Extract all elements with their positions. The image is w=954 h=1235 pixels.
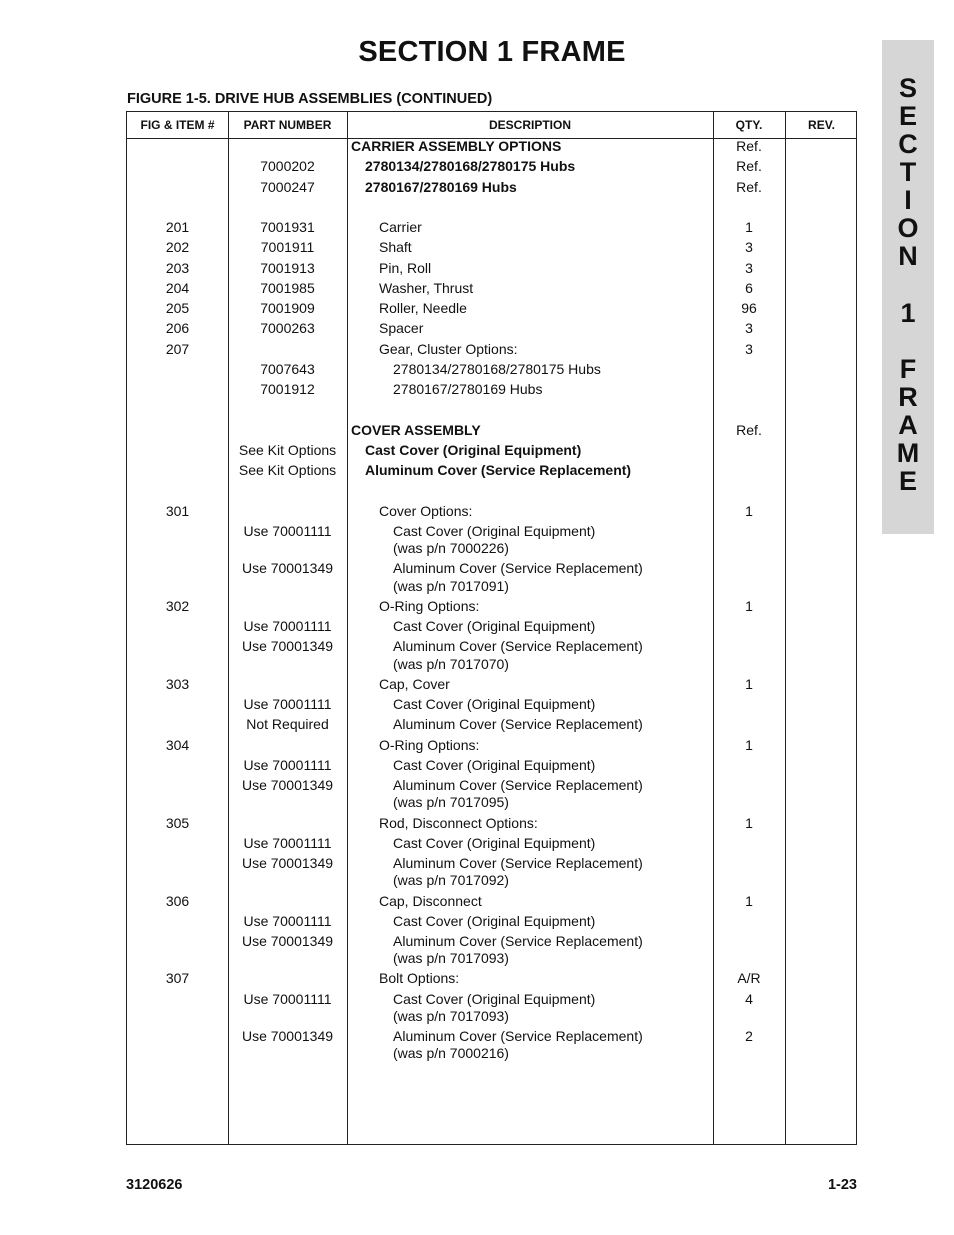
- qty-cell: 1: [745, 815, 753, 831]
- description-cell: Aluminum Cover (Service Replacement): [393, 1028, 643, 1044]
- part-number-cell: 7000263: [260, 320, 315, 336]
- qty-cell: 3: [745, 260, 753, 276]
- description-cell: Cast Cover (Original Equipment): [393, 835, 596, 851]
- part-number-cell: 7001912: [260, 381, 315, 397]
- page-number: 1-23: [827, 1177, 857, 1193]
- item-number-cell: 305: [165, 815, 190, 831]
- side-tab-letter: N: [898, 241, 918, 271]
- part-number-cell: Use 70001349: [241, 777, 334, 793]
- qty-cell: 3: [745, 341, 753, 357]
- description-cell: Aluminum Cover (Service Replacement): [393, 560, 643, 576]
- description-cell: COVER ASSEMBLY: [351, 422, 481, 438]
- part-number-cell: Use 70001349: [241, 1028, 334, 1044]
- qty-cell: 2: [745, 1028, 753, 1044]
- part-number-cell: Use 70001349: [241, 560, 334, 576]
- qty-cell: Ref.: [736, 422, 762, 438]
- item-number-cell: 201: [165, 219, 190, 235]
- description-cell: (was p/n 7017092): [393, 872, 509, 888]
- qty-cell: 3: [745, 320, 753, 336]
- description-cell: Carrier: [379, 219, 422, 235]
- section-side-tab: [882, 40, 934, 534]
- description-cell: Cast Cover (Original Equipment): [393, 913, 596, 929]
- description-cell: (was p/n 7017093): [393, 1008, 509, 1024]
- qty-cell: 1: [745, 893, 753, 909]
- header-qty: QTY.: [735, 118, 763, 132]
- description-cell: (was p/n 7017095): [393, 794, 509, 810]
- description-cell: Cast Cover (Original Equipment): [393, 696, 596, 712]
- item-number-cell: 203: [165, 260, 190, 276]
- qty-cell: 3: [745, 239, 753, 255]
- qty-cell: 96: [741, 300, 757, 316]
- description-cell: Aluminum Cover (Service Replacement): [393, 638, 643, 654]
- part-number-cell: Use 70001111: [243, 991, 332, 1007]
- column-divider: [785, 112, 786, 1144]
- page-title: SECTION 1 FRAME: [358, 36, 626, 68]
- description-cell: (was p/n 7017070): [393, 656, 509, 672]
- qty-cell: 1: [745, 676, 753, 692]
- side-tab-letter: 1: [900, 298, 916, 328]
- part-number-cell: 7000202: [260, 158, 315, 174]
- part-number-cell: Use 70001349: [241, 933, 334, 949]
- part-number-cell: Use 70001349: [241, 855, 334, 871]
- description-cell: Cap, Cover: [379, 676, 450, 692]
- qty-cell: 1: [745, 598, 753, 614]
- description-cell: Pin, Roll: [379, 260, 432, 276]
- side-tab-letter: F: [899, 354, 917, 384]
- header-description: DESCRIPTION: [488, 118, 571, 132]
- column-divider: [347, 112, 348, 1144]
- side-tab-letter: E: [898, 466, 917, 496]
- description-cell: Gear, Cluster Options:: [379, 341, 518, 357]
- side-tab-letter: T: [899, 157, 917, 187]
- part-number-cell: 7000247: [260, 179, 315, 195]
- qty-cell: 1: [745, 503, 753, 519]
- description-cell: Cast Cover (Original Equipment): [393, 991, 596, 1007]
- description-cell: Aluminum Cover (Service Replacement): [393, 716, 643, 732]
- header-rev: REV.: [808, 118, 835, 132]
- part-number-cell: Use 70001111: [243, 913, 332, 929]
- description-cell: Cast Cover (Original Equipment): [365, 442, 582, 458]
- item-number-cell: 207: [165, 341, 190, 357]
- side-tab-letter: A: [898, 410, 918, 440]
- description-cell: (was p/n 7017091): [393, 578, 509, 594]
- description-cell: (was p/n 7017093): [393, 950, 509, 966]
- item-number-cell: 302: [165, 598, 190, 614]
- description-cell: Aluminum Cover (Service Replacement): [393, 777, 643, 793]
- part-number-cell: Use 70001111: [243, 757, 332, 773]
- description-cell: Spacer: [379, 320, 424, 336]
- figure-title: FIGURE 1-5. DRIVE HUB ASSEMBLIES (CONTINUED): [127, 91, 493, 107]
- description-cell: Cap, Disconnect: [379, 893, 482, 909]
- side-tab-letter: E: [898, 101, 917, 131]
- description-cell: Roller, Needle: [379, 300, 467, 316]
- parts-table: [126, 111, 857, 1145]
- qty-cell: Ref.: [736, 158, 762, 174]
- qty-cell: Ref.: [736, 138, 762, 154]
- description-cell: 2780167/2780169 Hubs: [393, 381, 543, 397]
- part-number-cell: Use 70001349: [241, 638, 334, 654]
- qty-cell: 6: [745, 280, 753, 296]
- description-cell: Cast Cover (Original Equipment): [393, 757, 596, 773]
- qty-cell: 1: [745, 737, 753, 753]
- description-cell: Cover Options:: [379, 503, 473, 519]
- qty-cell: 1: [745, 219, 753, 235]
- part-number-cell: 7001913: [260, 260, 315, 276]
- item-number-cell: 204: [165, 280, 190, 296]
- part-number-cell: 7001911: [260, 239, 315, 255]
- part-number-cell: 7001909: [260, 300, 315, 316]
- description-cell: Cast Cover (Original Equipment): [393, 523, 596, 539]
- part-number-cell: See Kit Options: [238, 442, 337, 458]
- description-cell: Rod, Disconnect Options:: [379, 815, 538, 831]
- description-cell: 2780134/2780168/2780175 Hubs: [393, 361, 601, 377]
- document-number: 3120626: [126, 1177, 183, 1193]
- part-number-cell: 7007643: [260, 361, 315, 377]
- part-number-cell: Not Required: [246, 716, 329, 732]
- description-cell: (was p/n 7000226): [393, 540, 509, 556]
- item-number-cell: 206: [165, 320, 190, 336]
- header-part-number: PART NUMBER: [243, 118, 332, 132]
- description-cell: Washer, Thrust: [379, 280, 474, 296]
- item-number-cell: 202: [165, 239, 190, 255]
- part-number-cell: Use 70001111: [243, 523, 332, 539]
- side-tab-letter: I: [904, 185, 912, 215]
- header-item: FIG & ITEM #: [140, 118, 215, 132]
- qty-cell: A/R: [737, 970, 761, 986]
- description-cell: O-Ring Options:: [379, 737, 480, 753]
- side-tab-letter: M: [896, 438, 920, 468]
- item-number-cell: 306: [165, 893, 190, 909]
- part-number-cell: Use 70001111: [243, 835, 332, 851]
- item-number-cell: 304: [165, 737, 190, 753]
- side-tab-letter: O: [897, 213, 919, 243]
- description-cell: (was p/n 7000216): [393, 1045, 509, 1061]
- side-tab-letter: C: [898, 129, 918, 159]
- item-number-cell: 301: [165, 503, 190, 519]
- description-cell: Bolt Options:: [379, 970, 460, 986]
- description-cell: Aluminum Cover (Service Replacement): [393, 933, 643, 949]
- qty-cell: 4: [745, 991, 753, 1007]
- description-cell: 2780134/2780168/2780175 Hubs: [365, 158, 576, 174]
- description-cell: Aluminum Cover (Service Replacement): [365, 462, 632, 478]
- description-cell: O-Ring Options:: [379, 598, 480, 614]
- description-cell: 2780167/2780169 Hubs: [365, 179, 517, 195]
- part-number-cell: Use 70001111: [243, 618, 332, 634]
- part-number-cell: Use 70001111: [243, 696, 332, 712]
- part-number-cell: See Kit Options: [238, 462, 337, 478]
- item-number-cell: 205: [165, 300, 190, 316]
- part-number-cell: 7001931: [260, 219, 315, 235]
- description-cell: Shaft: [379, 239, 412, 255]
- side-tab-letter: R: [898, 382, 918, 412]
- side-tab-letter: S: [898, 73, 917, 103]
- description-cell: CARRIER ASSEMBLY OPTIONS: [351, 138, 562, 154]
- item-number-cell: 307: [165, 970, 190, 986]
- part-number-cell: 7001985: [260, 280, 315, 296]
- item-number-cell: 303: [165, 676, 190, 692]
- qty-cell: Ref.: [736, 179, 762, 195]
- description-cell: Cast Cover (Original Equipment): [393, 618, 596, 634]
- description-cell: Aluminum Cover (Service Replacement): [393, 855, 643, 871]
